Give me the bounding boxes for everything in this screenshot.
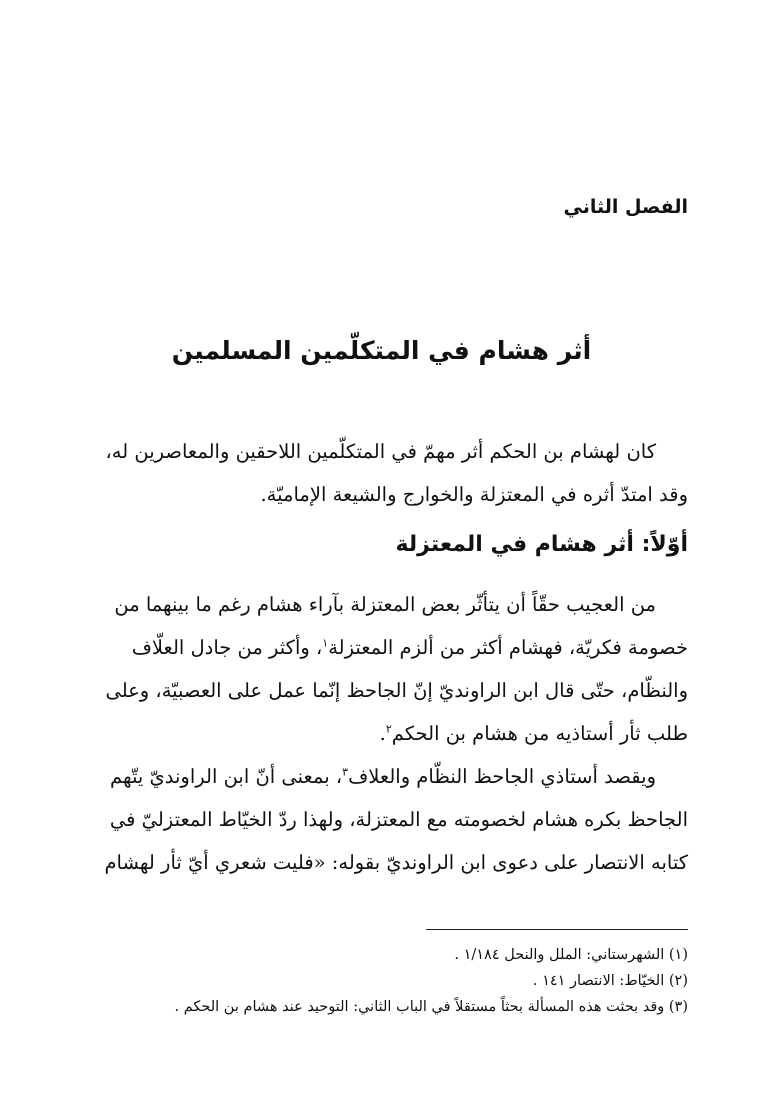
paragraph-line: طلب ثأر أستاذيه من هشام بن الحكم$^٢$. (379, 722, 688, 745)
intro-paragraph (68, 430, 688, 516)
intro-line: كان لهشام بن الحكم أثر مهمّ في المتكلّمين اللاحقين والمعاصرين له، (105, 440, 656, 463)
section-body (68, 583, 688, 884)
chapter-label: الفصل الثاني (563, 196, 688, 218)
paragraph-line: ويقصد أستاذي الجاحظ النظّام والعلاف$^٣$، بمعنى أنّ ابن الراونديّ يتّهم (110, 765, 656, 788)
footnote-ref-3[interactable]: ٣ (342, 765, 349, 779)
footnote-divider (426, 929, 688, 930)
paragraph-line: من العجيب حقّاً أن يتأثّر بعض المعتزلة بآراء هشام رغم ما بينهما من (114, 593, 656, 616)
footnote-ref-2[interactable]: ٢ (385, 722, 392, 736)
chapter-title: أثر هشام في المتكلّمين المسلمين (171, 336, 592, 365)
footnote-item: (١) الشهرستاني: الملل والنحل ١/١٨٤ . (454, 947, 688, 963)
paragraph-2 (68, 755, 688, 884)
paragraph-line: والنظّام، حتّى قال ابن الراونديّ إنّ الجاحظ إنّما عمل على العصبيّة، وعلى (105, 679, 688, 702)
footnote-item: (٣) وقد بحثت هذه المسألة بحثاً مستقلاً في الباب الثاني: التوحيد عند هشام بن الحكم . (174, 999, 688, 1015)
section-heading: أوّلاً: أثر هشام في المعتزلة (395, 532, 688, 557)
paragraph-line: كتابه الانتصار على دعوى ابن الراونديّ بقوله: «فليت شعري أيّ ثأر لهشام (104, 851, 688, 874)
paragraph-line: خصومة فكريّة، فهشام أكثر من ألزم المعتزلة$^١$، وأكثر من جادل العلّاف (131, 636, 688, 659)
intro-line: وقد امتدّ أثره في المعتزلة والخوارج والشيعة الإماميّة. (260, 483, 688, 506)
footnote-item: (٢) الخيّاط: الانتصار ١٤١ . (532, 973, 688, 989)
footnote-ref-1[interactable]: ١ (322, 636, 329, 650)
footnotes (68, 942, 688, 1020)
paragraph-line: الجاحظ بكره هشام لخصومته مع المعتزلة، ولهذا ردّ الخيّاط المعتزليّ في (109, 808, 688, 831)
paragraph-1 (68, 583, 688, 755)
